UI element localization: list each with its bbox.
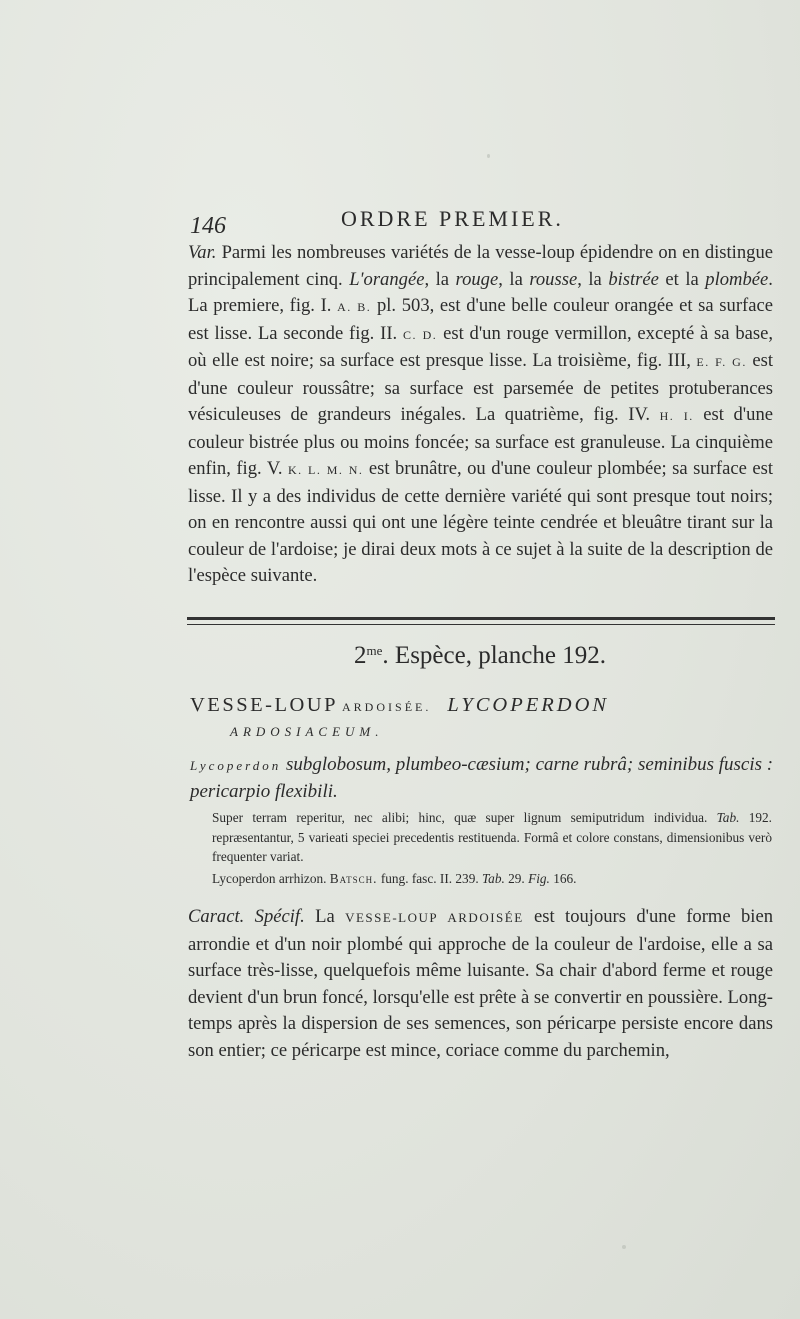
- text-run: , la: [577, 268, 609, 290]
- latin-epithet: ARDOSIACEUM.: [230, 724, 384, 739]
- text-run: 29.: [504, 871, 529, 886]
- text-run: La: [304, 906, 346, 927]
- diagnosis-genus: Lycoperdon: [190, 758, 282, 773]
- text-run: et la: [658, 268, 706, 290]
- ordinal-suffix: me: [366, 643, 383, 658]
- caract-label: Caract. Spécif.: [188, 906, 305, 927]
- species-number: 2: [354, 642, 367, 669]
- variety-paragraph: [188, 240, 773, 590]
- tab-label: Tab.: [716, 810, 740, 825]
- text-run: 192. repræsentantur, 5 varieati speciei precedentis restituenda. Formâ et colore constans, dimensionibus verò frequenter variat.: [212, 810, 772, 864]
- bibliographic-reference: [212, 871, 772, 887]
- text-run: pl. 503, est d'une belle couleur orangée et sa surface est lisse. La seconde fig. II.: [188, 295, 773, 344]
- text-run: Lycoperdon arrhizon.: [212, 871, 330, 886]
- paper-blemish: [487, 154, 490, 158]
- text-run: 166.: [549, 871, 577, 886]
- caract-text: [188, 904, 773, 1064]
- running-head: ORDRE PREMIER.: [341, 206, 564, 231]
- species-heading: [190, 642, 770, 670]
- species-name-caps: VESSE-LOUP ARDOISÉE: [345, 910, 524, 925]
- text-run: est d'une couleur bistrée plus ou moins foncée; sa surface est granuleuse. La cinquième enfin, fig. V.: [188, 404, 773, 479]
- common-name: VESSE-LOUP: [190, 694, 339, 716]
- figure-letters: A. B.: [337, 300, 372, 314]
- variety-name-lead: plombée: [705, 268, 769, 290]
- page-header: [190, 189, 770, 239]
- var-label: Var.: [188, 242, 217, 263]
- common-epithet: ARDOISÉE.: [342, 700, 432, 714]
- variety-name-bistre: bistrée: [608, 268, 659, 290]
- variety-name-orange: L'orangée: [349, 268, 425, 290]
- variety-name-russet: rousse: [529, 268, 578, 290]
- text-run: Super terram reperitur, nec alibi; hinc, quæ super lignum semiputridum individua.: [212, 810, 717, 825]
- text-run: est d'une couleur roussâtre; sa surface est parsemée de petites protuberances vésiculeuses de grandeurs inégales. La quatrième, fig. IV.: [188, 350, 773, 425]
- figure-letters: H. I.: [659, 409, 694, 423]
- latin-diagnosis: [190, 752, 775, 805]
- text-run: Parmi les nombreuses variétés de la vesse-loup épidendre on en distingue principalement cinq.: [188, 242, 773, 290]
- reference-author: Batsch.: [329, 871, 378, 886]
- species-names: [190, 694, 775, 739]
- diagnosis-text: subglobosum, plumbeo-cæsium; carne rubrâ; seminibus fuscis : pericarpio flexibili.: [190, 754, 774, 802]
- text-run: , la: [424, 268, 456, 290]
- variety-text: [188, 240, 773, 590]
- paper-blemish: [622, 1245, 626, 1249]
- variety-name-red: rouge: [455, 268, 499, 290]
- species-plate: . Espèce, planche 192.: [382, 642, 606, 669]
- text-run: , la: [498, 268, 530, 290]
- figure-letters: C. D.: [402, 327, 438, 342]
- figure-letters: E. F. G.: [696, 355, 747, 369]
- text-run: est toujours d'une forme bien arrondie et d'un noir plombé qui approche de la couleur de l'ardoise, elle a sa surface très-lisse, quelquefois même luisante. Sa chair d'abord ferme et rouge devient d'un brun foncé, lorsqu'elle est prête à se convertir en poussière. Long-temps après la dispersion de ses semences, son péricarpe persiste encore dans son entier; ce péricarpe est mince, coriace comme du parchemin,: [188, 906, 773, 1061]
- text-run: fung. fasc. II. 239.: [377, 871, 482, 886]
- page-number: 146: [190, 213, 226, 239]
- section-rule-thick: [187, 617, 775, 620]
- tab-label: Tab.: [482, 871, 505, 886]
- fig-label: Fig.: [528, 871, 550, 886]
- text-run: . La premiere, fig. I.: [188, 268, 773, 316]
- note-text: [212, 808, 772, 867]
- latin-genus: LYCOPERDON: [447, 694, 610, 716]
- text-run: est brunâtre, ou d'une couleur plombée; sa surface est lisse. Il y a des individus de cette dernière variété qui sont presque tout noirs; on en rencontre aussi qui ont une légère teinte cendrée et bleuâtre tirant sur la couleur de l'ardoise; je dirai deux mots à ce sujet à la suite de la description de l'espèce suivante.: [188, 458, 773, 586]
- text-run: est d'un rouge vermillon, excepté à sa base, où elle est noire; sa surface est presque lisse. La troisième, fig. III,: [188, 322, 774, 371]
- section-rule-thin: [187, 624, 775, 625]
- specific-characters-paragraph: [188, 904, 773, 1064]
- latin-note: [212, 808, 772, 867]
- figure-letters: K. L. M. N.: [288, 463, 364, 477]
